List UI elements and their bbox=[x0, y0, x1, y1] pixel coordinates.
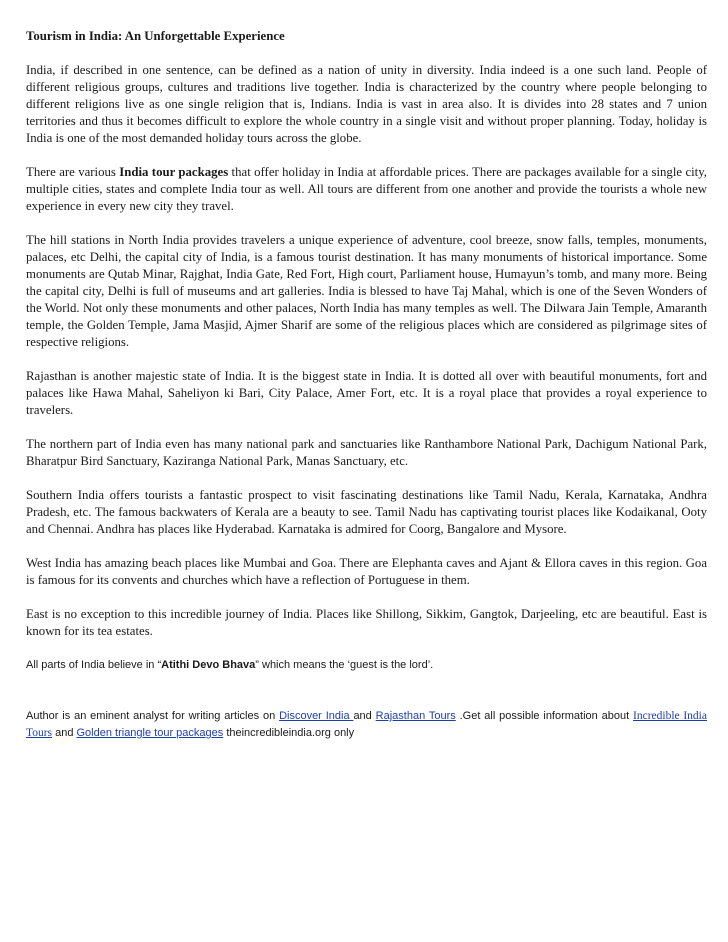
link-rajasthan-tours[interactable]: Rajasthan Tours bbox=[375, 710, 456, 722]
author-note bbox=[26, 708, 707, 742]
text-run: There are various bbox=[26, 165, 120, 179]
paragraph-intro: India, if described in one sentence, can be defined as a nation of unity in diversity. India indeed is a one such land. People of different religious groups, cultures and traditions live together. India is characterized by the country where people belonging to different religions live as one single religion that is, Indians. India is vast in area also. It is divides into 28 states and 7 union territories and thus it becomes difficult to explore the whole country in a single visit and without proper planning. Today, holiday is India is one of the most demanded holiday tours across the globe. bbox=[26, 63, 707, 145]
paragraph-rajasthan: Rajasthan is another majestic state of India. It is the biggest state in India. It is dotted all over with beautiful monuments, fort and palaces like Hawa Mahal, Saheliyon ki Bari, City Palace, Amer Fort, etc. It is a royal place that provides a royal experience to travelers. bbox=[26, 369, 707, 417]
link-incredible-india-tours[interactable]: Incredible India Tours bbox=[26, 710, 707, 739]
document-title: Tourism in India: An Unforgettable Experience bbox=[26, 29, 285, 43]
link-discover-india[interactable]: Discover India bbox=[279, 710, 354, 722]
text-run: ” which means the ‘guest is the lord’. bbox=[255, 659, 434, 671]
link-golden-triangle-tour-packages[interactable]: Golden triangle tour packages bbox=[76, 727, 224, 739]
paragraph-atithi-devo-bhava bbox=[26, 657, 707, 674]
paragraph-tour-packages bbox=[26, 164, 707, 215]
paragraph-west-india: West India has amazing beach places like Mumbai and Goa. There are Elephanta caves and Ajant & Ellora caves in this region. Goa is famous for its convents and churches which have a reflection of Portuguese in them. bbox=[26, 556, 707, 587]
text-run: All parts of India believe in “ bbox=[26, 659, 162, 671]
text-run: that offer holiday in India at affordable prices. There are packages available for a single city, multiple cities, states and complete India tour as well. All tours are different from one another and provide the tourists a whole new experience in every new city they travel. bbox=[26, 165, 707, 213]
paragraph-north-india: The hill stations in North India provides travelers a unique experience of adventure, cool breeze, snow falls, temples, monuments, palaces, etc Delhi, the capital city of India, is a famous tourist destination. It has many monuments of historical importance. Some monuments are Qutab Minar, Rajghat, India Gate, Red Fort, High court, Parliament house, Humayun’s tomb, and many more. Being the capital city, Delhi is full of museums and art galleries. India is blessed to have Taj Mahal, which is one of the Seven Wonders of the World. Not only these monuments and other palaces, North India has many temples as well. The Dilwara Jain Temple, Amaranth temple, the Golden Temple, Jama Masjid, Ajmer Sharif are some of the religious places which are considered as pilgrimage sites of respective religions. bbox=[26, 233, 707, 349]
bold-phrase: Atithi Devo Bhava bbox=[161, 659, 256, 671]
paragraph-national-parks: The northern part of India even has many national park and sanctuaries like Ranthambore National Park, Dachigum National Park, Bharatpur Bird Sanctuary, Kaziranga National Park, Manas Sanctuary, etc. bbox=[26, 437, 707, 468]
text-run: and bbox=[52, 727, 77, 739]
text-run: Author is an eminent analyst for writing articles on bbox=[26, 710, 280, 722]
bold-keyword: India tour packages bbox=[119, 165, 229, 179]
text-run: .Get all possible information about bbox=[455, 710, 634, 722]
document-page bbox=[26, 28, 707, 759]
spacer bbox=[26, 691, 707, 708]
paragraph-east-india: East is no exception to this incredible journey of India. Places like Shillong, Sikkim, Gangtok, Darjeeling, etc are beautiful. East is known for its tea estates. bbox=[26, 607, 707, 638]
text-run: and bbox=[353, 710, 376, 722]
text-run: theincredibleindia.org only bbox=[223, 727, 355, 739]
paragraph-south-india: Southern India offers tourists a fantastic prospect to visit fascinating destinations like Tamil Nadu, Kerala, Karnataka, Andhra Pradesh, etc. The famous backwaters of Kerala are a beauty to see. Tamil Nadu has captivating tourist places like Kodaikanal, Ooty and Chennai. Andhra has places like Hyderabad. Karnataka is admired for Coorg, Bangalore and Mysore. bbox=[26, 488, 707, 536]
